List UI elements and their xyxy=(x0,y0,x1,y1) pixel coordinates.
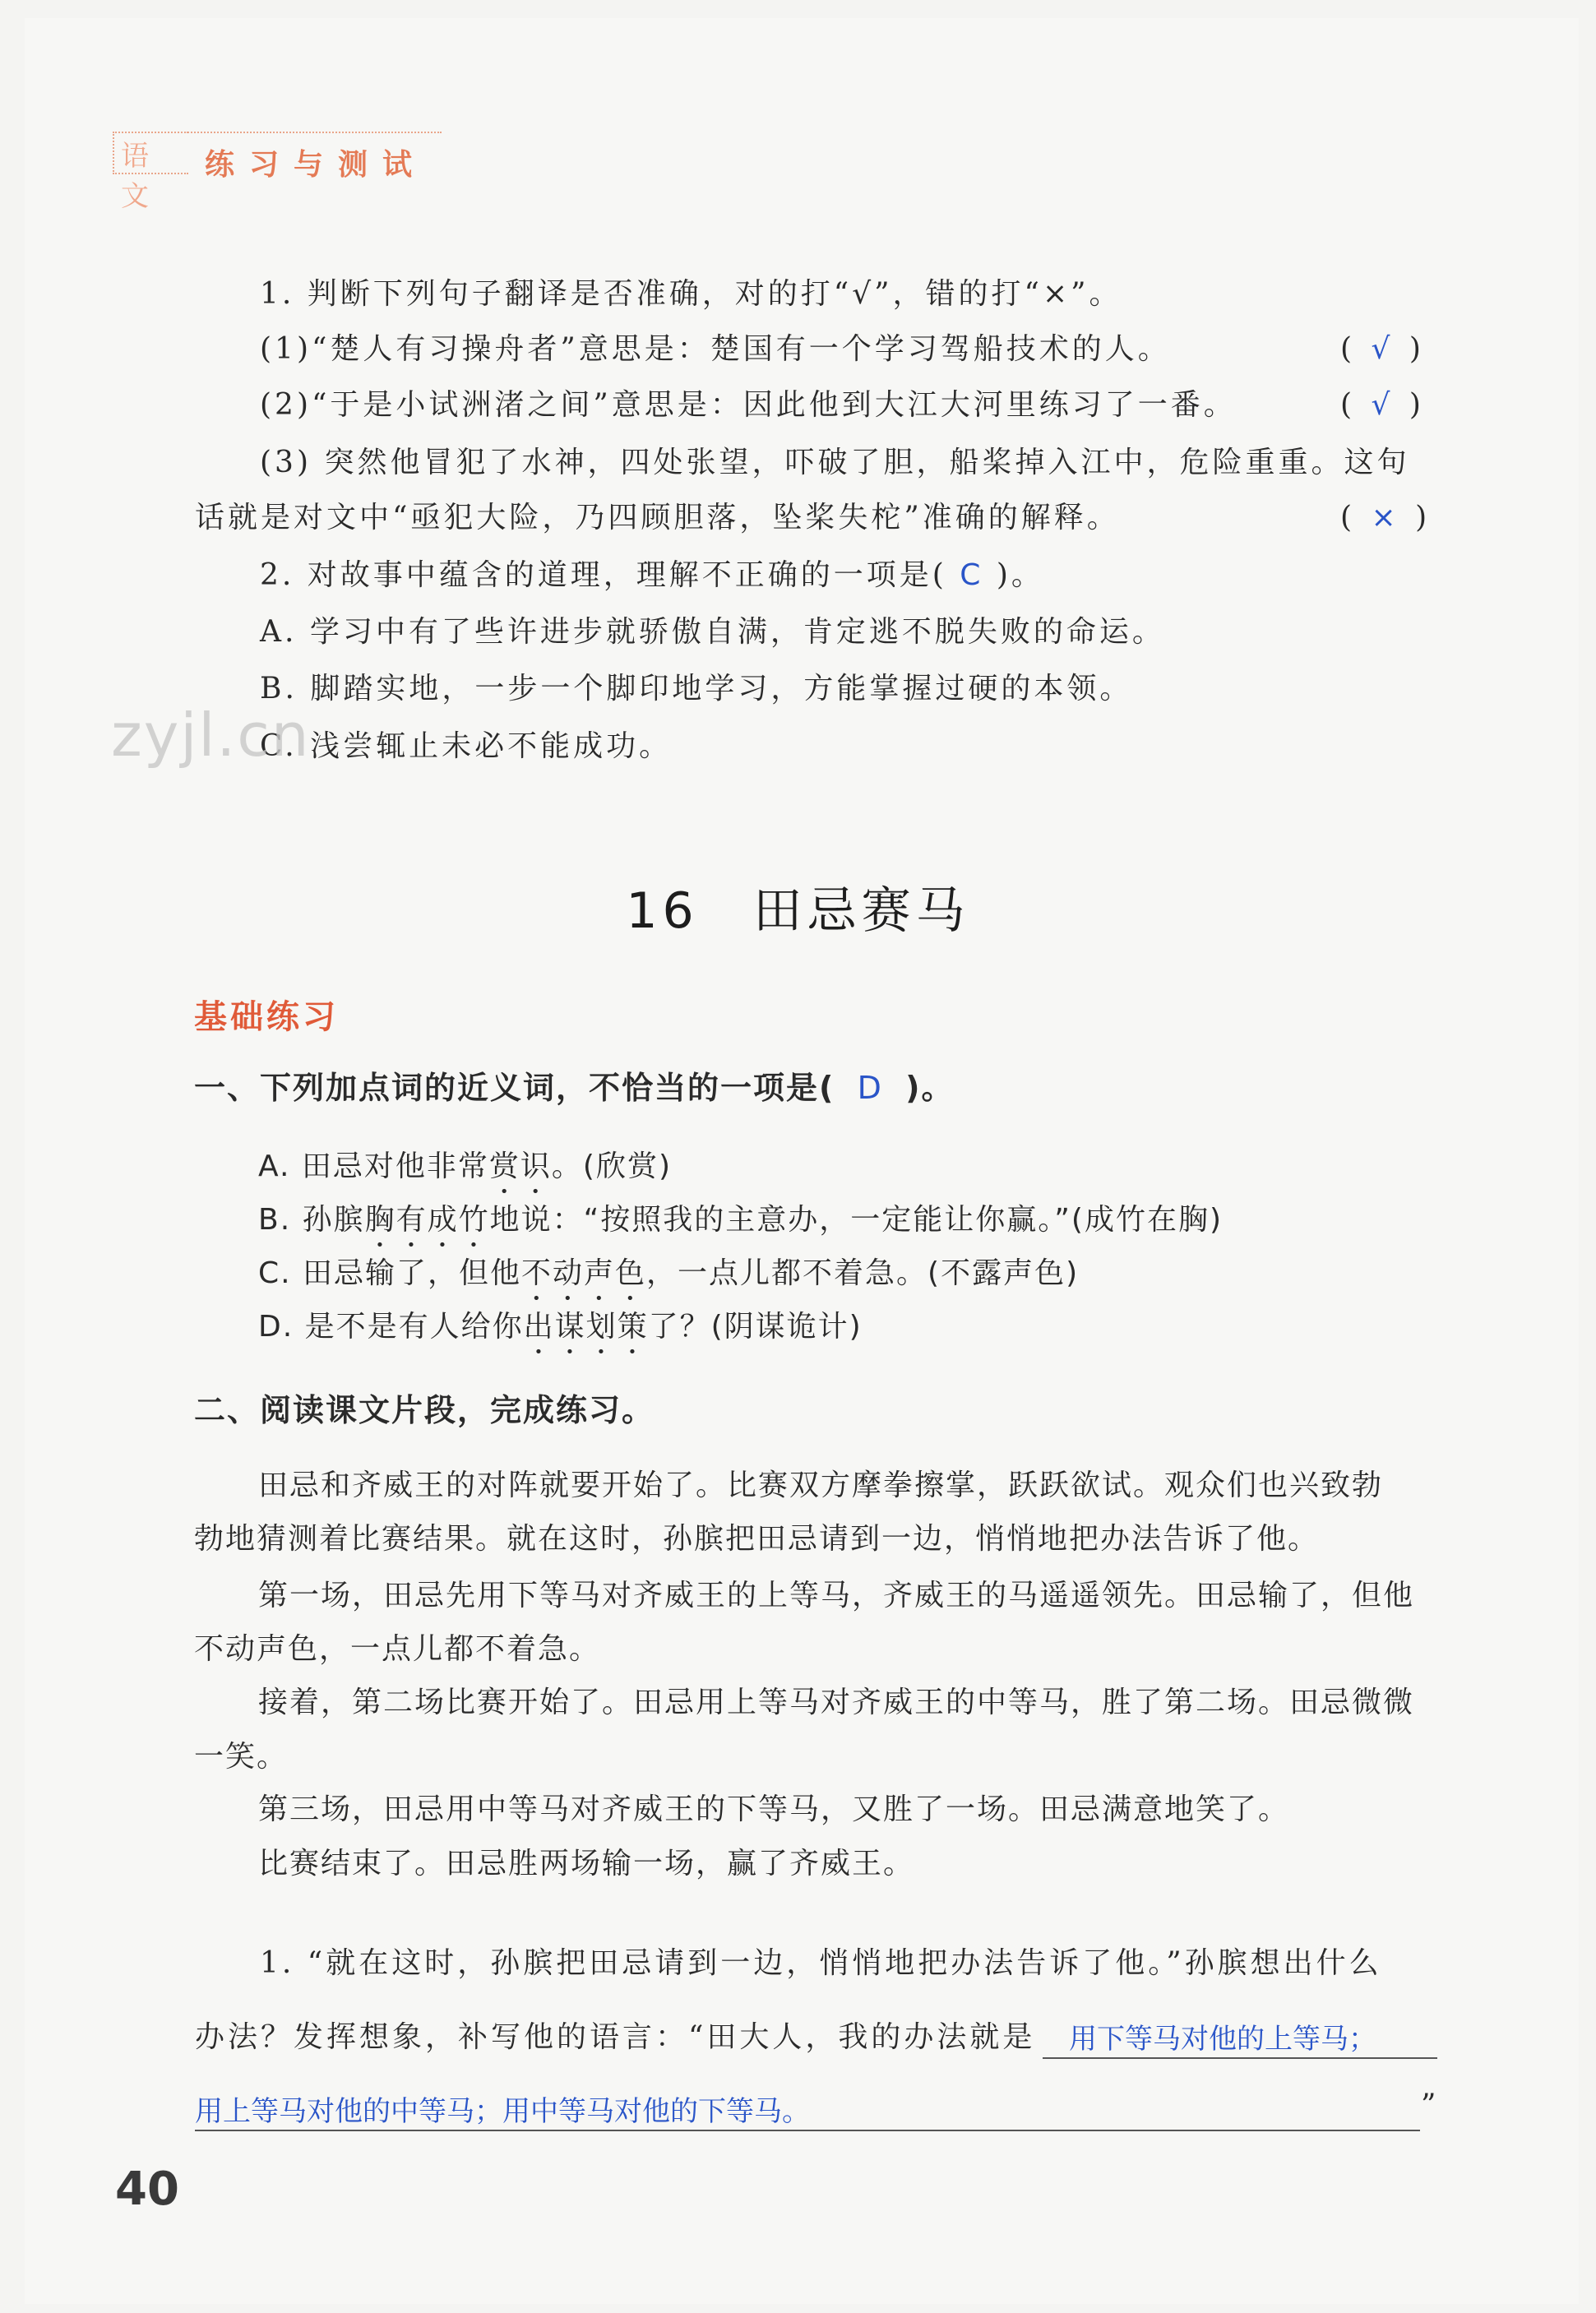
lesson-q1-option-b xyxy=(258,1196,1223,1254)
closing-quote: ” xyxy=(1421,2089,1440,2122)
prev-q1-item-3-line2: 话就是对文中“亟犯大险，乃四顾胆落，坠桨失柁”准确的解释。 xyxy=(195,501,1120,534)
lesson-subq1-answer-2: 用上等马对他的中等马；用中等马对他的下等马。 xyxy=(195,2095,810,2128)
section-heading: 基础练习 xyxy=(194,998,339,1036)
prev-q2-stem xyxy=(260,557,1501,594)
prev-q2-answer: C xyxy=(960,558,984,592)
prev-q2-option-c: C. 浅尝辄止未必不能成功。 xyxy=(260,729,673,763)
passage-line: 接着，第二场比赛开始了。田忌用上等马对齐威王的中等马，胜了第二场。田忌微微 xyxy=(258,1686,1415,1719)
option-text: C. 田忌输了，但他 xyxy=(258,1256,522,1290)
lesson-q1-stem: 一、下列加点词的近义词，不恰当的一项是( xyxy=(194,1070,835,1106)
dotted-word: 赏识 xyxy=(488,1150,552,1183)
prev-q1-item-1-answer: ( √ ) xyxy=(1340,332,1426,366)
answer-mark: √ xyxy=(1371,332,1395,366)
passage-line: 第一场，田忌先用下等马对齐威王的上等马，齐威王的马遥遥领先。田忌输了，但他 xyxy=(258,1579,1415,1612)
prev-q1-item-2-answer: ( √ ) xyxy=(1340,388,1426,422)
prev-q1-item-3-line1: (3) 突然他冒犯了水神，四处张望，吓破了胆，船桨掉入江中，危险重重。这句 xyxy=(260,446,1410,479)
prev-q1-stem: 1. 判断下列句子翻译是否准确，对的打“√”，错的打“×”。 xyxy=(260,277,1122,311)
passage-line: 一笑。 xyxy=(194,1740,289,1774)
dotted-word: 不动声色 xyxy=(521,1256,647,1290)
dotted-word: 胸有成竹 xyxy=(364,1203,490,1237)
dotted-word: 出谋划策 xyxy=(523,1310,649,1344)
answer-mark: √ xyxy=(1371,388,1395,422)
lesson-q1-option-a xyxy=(258,1143,672,1200)
lesson-q1-head xyxy=(194,1062,954,1108)
option-text: B. 孙膑 xyxy=(258,1203,365,1237)
lesson-q2-head: 二、阅读课文片段，完成练习。 xyxy=(194,1392,655,1428)
lesson-q1-option-d xyxy=(258,1303,863,1361)
prev-q2-stem-before: 2. 对故事中蕴含的道理，理解不正确的一项是( xyxy=(260,558,947,592)
lesson-subq1-answer-1: 用下等马对他的上等马； xyxy=(1069,2023,1376,2056)
prev-q1-item-1: (1)“楚人有习操舟者”意思是：楚国有一个学习驾船技术的人。 xyxy=(260,332,1171,366)
answer-blank-line xyxy=(1043,2057,1437,2059)
header-subject: 语文 xyxy=(121,140,149,213)
answer-blank-line xyxy=(195,2130,1420,2131)
prev-q2-option-b: B. 脚踏实地，一步一个脚印地学习，方能掌握过硬的本领。 xyxy=(260,672,1133,705)
passage-line: 勃地猜测着比赛结果。就在这时，孙膑把田忌请到一边，悄悄地把办法告诉了他。 xyxy=(194,1522,1320,1556)
option-text: 地说：“按照我的主意办，一定能让你赢。”(成竹在胸) xyxy=(489,1203,1224,1237)
lesson-q1-answer: D xyxy=(857,1070,883,1106)
answer-mark: × xyxy=(1371,501,1401,534)
prev-q1-item-3-answer: ( × ) xyxy=(1340,501,1432,534)
lesson-subq1-line2: 办法？发挥想象，补写他的语言：“田大人，我的办法就是 xyxy=(195,2020,1036,2054)
option-text: 了？(阴谋诡计) xyxy=(648,1310,863,1344)
passage-line: 田忌和齐威王的对阵就要开始了。比赛双方摩拳擦掌，跃跃欲试。观众们也兴致勃 xyxy=(258,1469,1384,1502)
lesson-subq1-line1: 1. “就在这时，孙膑把田忌请到一边，悄悄地把办法告诉了他。”孙膑想出什么 xyxy=(260,1946,1382,1980)
prev-q2-stem-after: )。 xyxy=(996,558,1044,592)
prev-q1-item-2: (2)“于是小试洲渚之间”意思是：因此他到大江大河里练习了一番。 xyxy=(260,388,1237,422)
option-text: ，一点儿都不着急。(不露声色) xyxy=(646,1256,1080,1290)
page-number: 40 xyxy=(115,2163,179,2216)
passage-line: 第三场，田忌用中等马对齐威王的下等马，又胜了一场。田忌满意地笑了。 xyxy=(258,1793,1290,1826)
prev-q2-option-a: A. 学习中有了些许进步就骄傲自满，肯定逃不脱失败的命运。 xyxy=(260,615,1165,649)
header-title: 练习与测试 xyxy=(205,148,428,182)
option-text: A. 田忌对他非常 xyxy=(258,1150,489,1183)
lesson-q1-option-c xyxy=(258,1250,1079,1307)
option-text: 。(欣赏) xyxy=(551,1150,672,1183)
option-text: D. 是不是有人给你 xyxy=(258,1310,524,1344)
passage-line: 不动声色，一点儿都不着急。 xyxy=(194,1632,601,1666)
watermark: zyjl.cn xyxy=(111,701,311,770)
lesson-title: 16 田忌赛马 xyxy=(626,882,970,940)
lesson-q1-stem-end: )。 xyxy=(905,1070,955,1106)
passage-line: 比赛结束了。田忌胜两场输一场，赢了齐威王。 xyxy=(258,1847,915,1880)
